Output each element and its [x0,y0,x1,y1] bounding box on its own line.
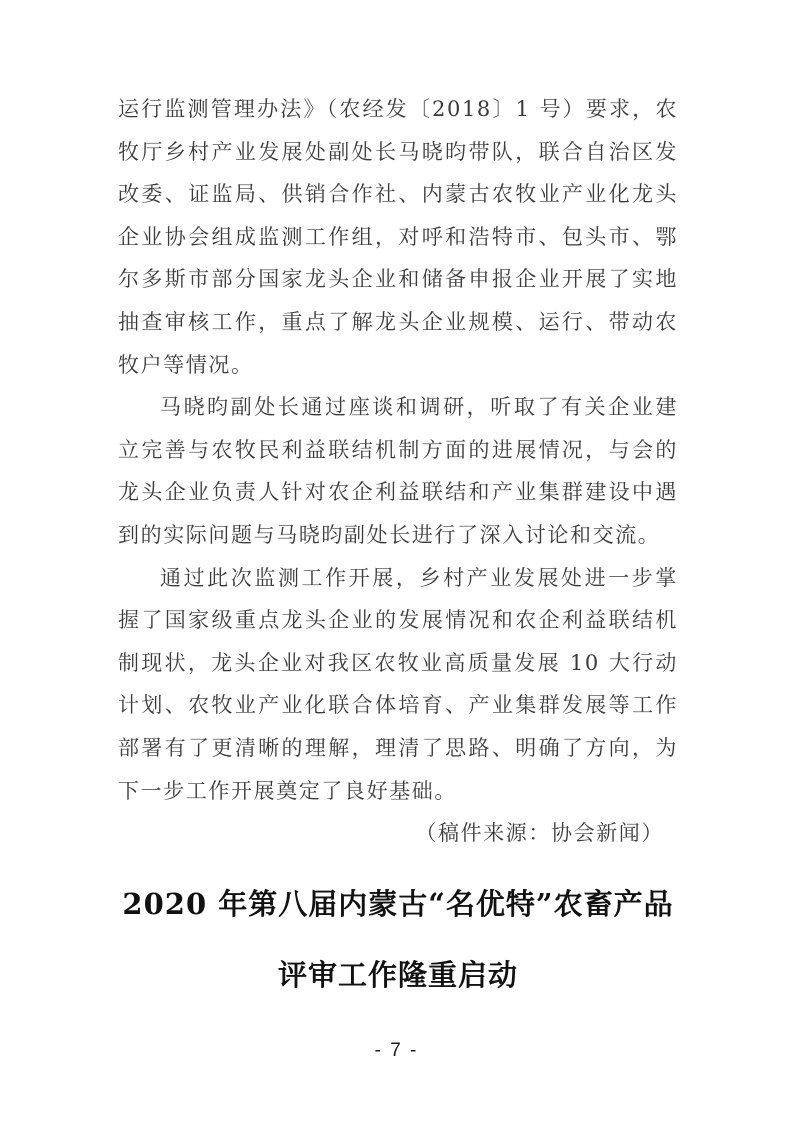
paragraph: 通过此次监测工作开展，乡村产业发展处进一步掌握了国家级重点龙头企业的发展情况和农企利益联结机制现状，龙头企业对我区农牧业高质量发展 10 大行动计划、农牧业产业化联合体培育、产业集群发展等工作部署有了更清晰的理解，理清了思路、明确了方向，为下一步工作开展奠定了良好基础。 [118,565,678,803]
source-attribution: （稿件来源：协会新闻） [415,821,664,846]
article-body [118,88,678,1011]
heading-line-2: 评审工作隆重启动 [277,957,518,992]
paragraph-continuation: 运行监测管理办法》（农经发〔2018〕1 号）要求，农牧厅乡村产业发展处副处长马晓昀带队，联合自治区发改委、证监局、供销合作社、内蒙古农牧业产业化龙头企业协会组成监测工作组，对呼和浩特市、包头市、鄂尔多斯市部分国家龙头企业和储备申报企业开展了实地抽查审核工作，重点了解龙头企业规模、运行、带动农牧户等情况。 [118,97,678,377]
article-heading [118,869,678,1011]
heading-line-1: 2020 年第八届内蒙古“名优特”农畜产品 [122,886,674,921]
page-number: - 7 - [374,1040,419,1061]
paragraph: 马晓昀副处长通过座谈和调研，听取了有关企业建立完善与农牧民利益联结机制方面的进展情况，与会的龙头企业负责人针对农企利益联结和产业集群建设中遇到的实际问题与马晓昀副处长进行了深入讨论和交流。 [118,395,678,547]
